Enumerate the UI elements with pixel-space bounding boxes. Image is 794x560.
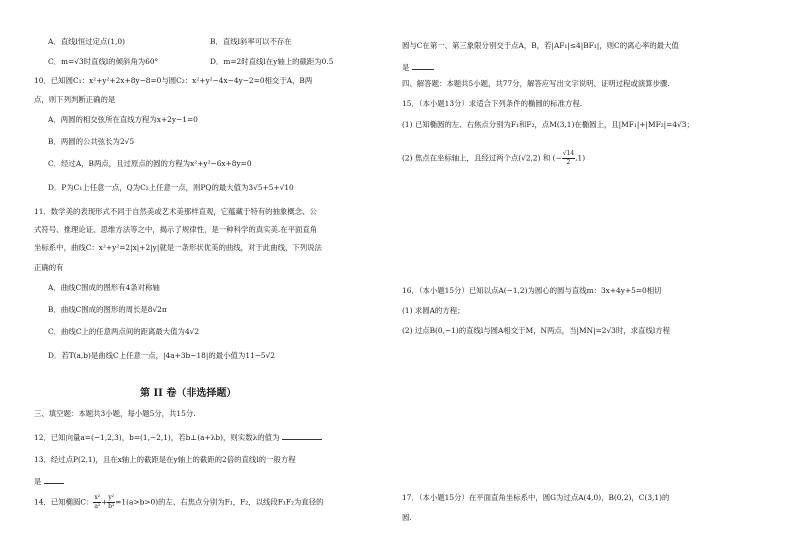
q13-stem-line1: 13．经过点P(2,1)，且在x轴上的截距是在y轴上的截距的2倍的直线l的一般方程 [34, 455, 296, 464]
q15-frac [562, 150, 575, 167]
fill-in-intro: 三、填空题：本题共3小题，每小题5分，共15分. [34, 409, 196, 418]
q10-option-c: C．经过A，B两点，且过原点的圆的方程为x²+y²−6x+8y=0 [48, 159, 252, 168]
q15-part1: (1) 已知椭圆的左、右焦点分别为F₁和F₂，点M(3,1)在椭圆上，且|MF₁|+|MF₂|=4√3； [402, 120, 694, 129]
q11-stem-line4: 正确的有 [34, 263, 64, 272]
q9-option-c: C．m=√3时直线l的倾斜角为60° [48, 57, 159, 66]
q10-option-d: D．P为C₁上任意一点，Q为C₂上任意一点，则PQ的最大值为3√5+5+√10 [48, 183, 294, 192]
q13-answer-blank[interactable] [44, 476, 64, 484]
q15-stem: 15．（本小题13分）求适合下列条件的椭圆的标准方程. [402, 99, 583, 108]
q15-part2-post: ,1) [575, 153, 586, 163]
q14-answer-blank[interactable] [412, 62, 434, 70]
q16-part1: (1) 求圆A的方程； [402, 306, 465, 315]
q10-stem-line1: 10．已知圆C₁：x²+y²+2x+8y−8=0与圆C₂：x²+y²−4x−4y−2=0相交于A，B两 [34, 76, 313, 85]
q14-stem: 14．已知椭圆C： $\frac{\text{x²}}{\text{a²}}$ + $\frac{\text{y²}}{\text{b²}}$ =1(a>b>0)的左、右焦点分别为F₁，F₂，以线段F₁F₂为直径的 [34, 494, 324, 510]
q12-text: 12．已知向量a=(−1,2,3)，b=(1,−2,1)，若b⊥(a+λb)，则实数λ的值为 [34, 433, 280, 442]
q10-option-a: A．两圆的相交弦所在直线方程为x+2y−1=0 [48, 115, 198, 124]
q12-answer-blank[interactable] [282, 432, 322, 440]
q14-cont-text: 是 [402, 63, 410, 72]
q14-frac-y-num: y² [108, 494, 115, 501]
q11-option-c: C．曲线C上的任意两点间的距离最大值为4√2 [48, 327, 200, 336]
q14-pre: 14．已知椭圆C： [34, 497, 94, 507]
q16-part2: (2) 过点B(0,−1)的直线l与圆A相交于M，N两点，当|MN|=2√3时，求直线l方程 [402, 326, 670, 335]
q11-stem-line2: 式符号、推理论证、思维方法等之中，揭示了规律性，是一种科学的真实美.在平面直角 [34, 225, 318, 234]
q14-post: =1(a>b>0)的左、右焦点分别为F₁，F₂，以线段F₁F₂为直径的 [115, 497, 324, 507]
q9-option-d: D．m=2时直线l在y轴上的截距为0.5 [210, 57, 334, 66]
q12-stem [34, 432, 322, 443]
q14-frac-x-den: a² [94, 503, 101, 510]
q15-part2-pre: (2) 焦点在坐标轴上，且经过两个点(√2,2) 和 (− [402, 153, 562, 163]
q14-frac-x [93, 494, 101, 511]
q13-text: 是 [34, 477, 42, 486]
solve-intro: 四、解答题：本题共5小题，共77分，解答应写出文字说明、证明过程或演算步骤. [402, 79, 670, 88]
q13-stem-line2 [34, 476, 64, 487]
q15-frac-num: √14 [562, 150, 575, 157]
q15-frac-den: 2 [566, 159, 571, 166]
q9-option-b: B．直线l斜率可以不存在 [210, 37, 292, 46]
q14-frac-y-den: b² [108, 503, 115, 510]
q11-option-b: B．曲线C围成的图形的周长是8√2π [48, 305, 167, 314]
q11-stem-line1: 11．数学美的表现形式不同于自然美或艺术美那样直观，它蕴藏于特有的抽象概念、公 [34, 207, 317, 216]
q17-stem-line1: 17．（本小题15分）在平面直角坐标系中，圆G为过点A(4,0)，B(0,2)，C(3,1)的 [402, 493, 670, 502]
q14-frac-x-num: x² [94, 494, 101, 501]
q16-stem: 16．（本小题15分）已知以点A(−1,2)为圆心的圆与直线m：3x+4y+5=0相切 [402, 286, 662, 295]
q11-option-d: D．若T(a,b)是曲线C上任意一点，|4a+3b−18|的最小值为11−5√2 [48, 351, 276, 360]
q14-cont-line2 [402, 62, 434, 73]
q11-option-a: A．曲线C围成的图形有4条对称轴 [48, 283, 160, 292]
q10-stem-line2: 点，则下列判断正确的是 [34, 95, 116, 104]
q9-option-a: A．直线l恒过定点(1,0) [48, 37, 125, 46]
q10-option-b: B．两圆的公共弦长为2√5 [48, 137, 135, 146]
q15-part2 [402, 150, 585, 167]
q11-stem-line3: 坐标系中，曲线C：x²+y²=2|x|+2|y|就是一条形状优美的曲线，对于此曲线，下列说法 [34, 243, 322, 252]
q14-cont-line1: 圆与C在第一、第三象限分别交于点A，B，若|AF₁|≤4|BF₁|，则C的离心率的最大值 [402, 41, 679, 50]
section-title: 第 II 卷（非选择题） [140, 388, 237, 399]
q17-stem-line2: 圆. [402, 513, 412, 522]
